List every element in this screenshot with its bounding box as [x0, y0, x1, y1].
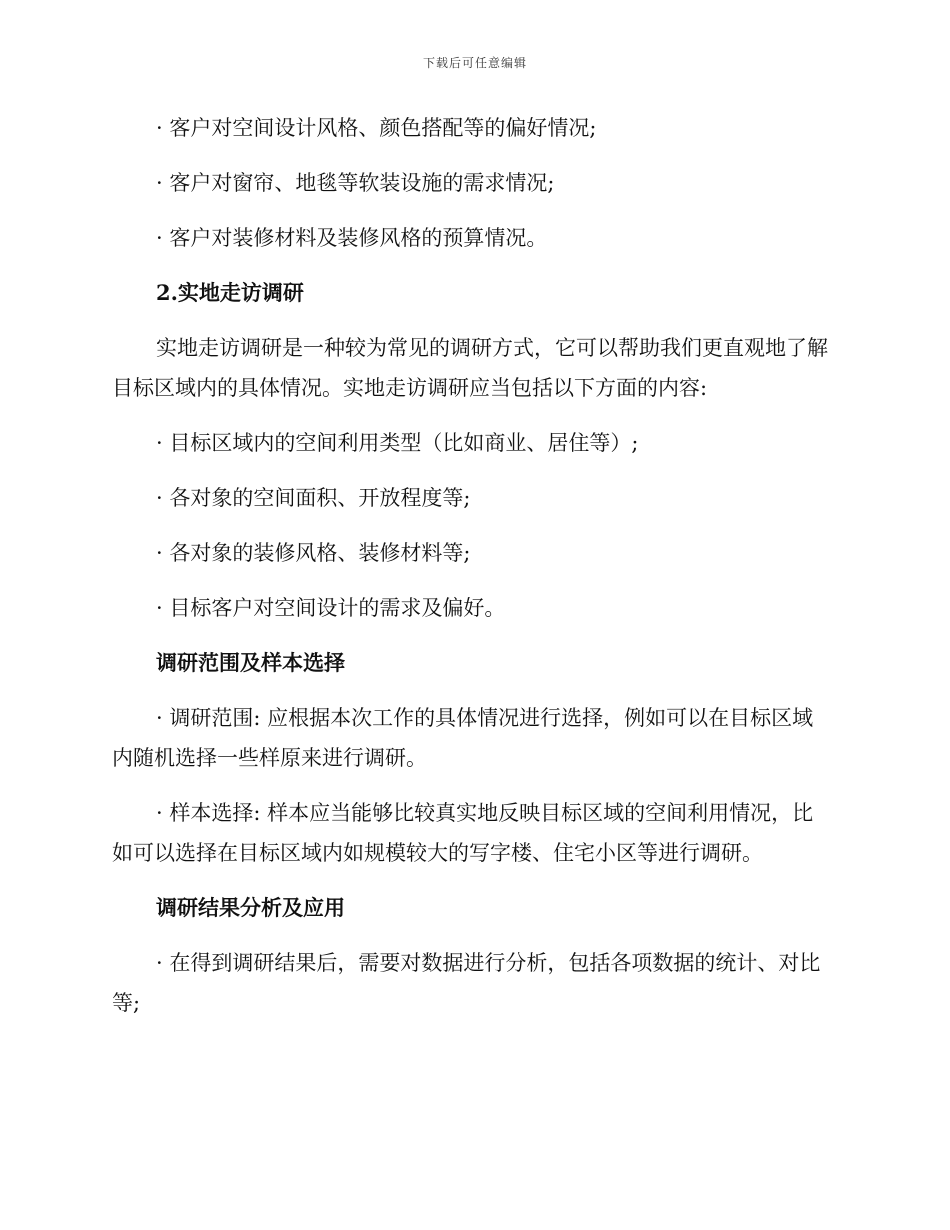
section-heading: 调研范围及样本选择: [156, 650, 345, 675]
bullet-item: · 目标客户对空间设计的需求及偏好。: [156, 596, 506, 620]
bullet-item: · 客户对装修材料及装修风格的预算情况。: [156, 226, 548, 250]
bullet-item: · 各对象的空间面积、开放程度等;: [156, 486, 471, 510]
bullet-item: · 客户对窗帘、地毯等软装设施的需求情况;: [156, 171, 555, 195]
bullet-item: · 目标区域内的空间利用类型（比如商业、居住等）;: [156, 431, 639, 455]
section-heading: 调研结果分析及应用: [156, 895, 345, 920]
paragraph: 实地走访调研是一种较为常见的调研方式，它可以帮助我们更直观地了解目标区域内的具体情况。实地走访调研应当包括以下方面的内容:: [112, 336, 828, 400]
bullet-item: · 各对象的装修风格、装修材料等;: [156, 541, 471, 565]
page-header: 下载后可任意编辑: [422, 56, 527, 70]
section-heading: 2.实地走访调研: [156, 280, 304, 305]
paragraph: · 样本选择: 样本应当能够比较真实地反映目标区域的空间利用情况，比如可以选择在目标区域内如规模较大的写字楼、住宅小区等进行调研。: [112, 801, 814, 865]
bullet-item: · 客户对空间设计风格、颜色搭配等的偏好情况;: [156, 116, 597, 140]
paragraph: · 在得到调研结果后，需要对数据进行分析，包括各项数据的统计、对比等;: [112, 951, 821, 1015]
document-body: [112, 108, 834, 1038]
paragraph: · 调研范围: 应根据本次工作的具体情况进行选择，例如可以在目标区域内随机选择一些样原来进行调研。: [112, 706, 814, 770]
